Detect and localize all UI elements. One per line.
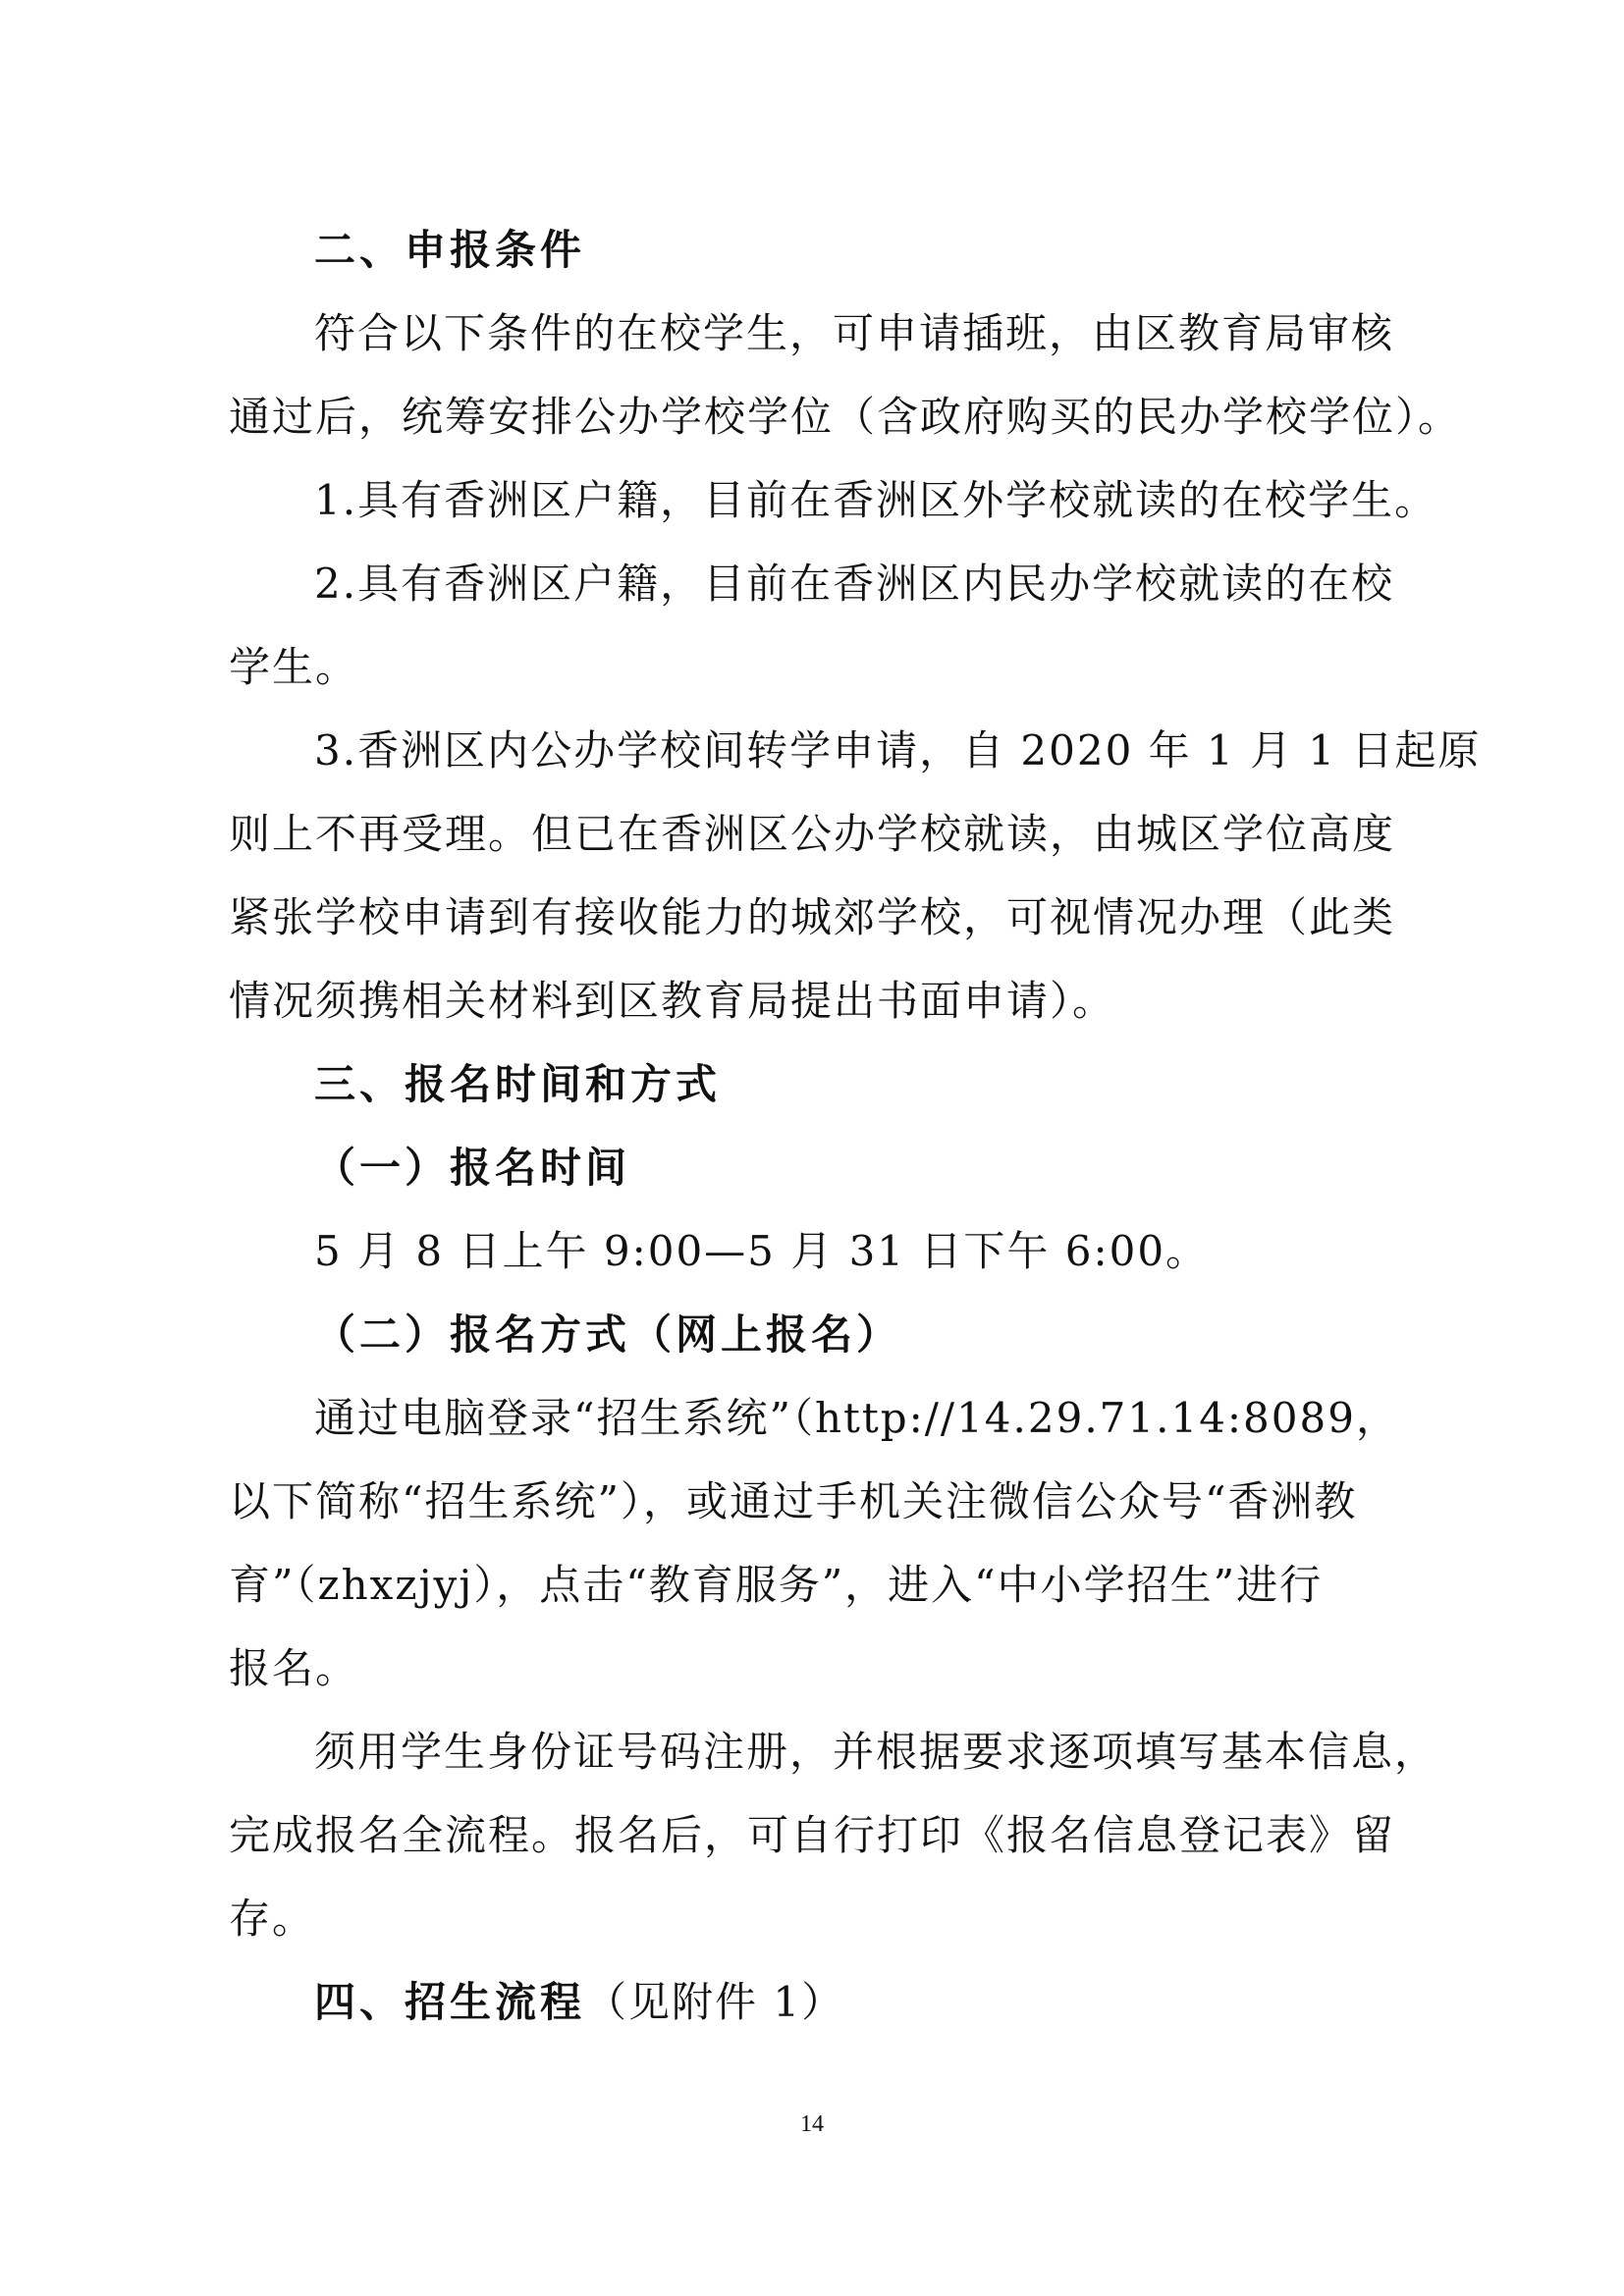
registration-method-para-1-line-2: 以下简称“招生系统”），或通过手机关注微信公众号“香洲教 xyxy=(229,1477,1358,1525)
section-4-note: （见附件 1） xyxy=(585,1978,845,2026)
registration-time-heading: （一）报名时间 xyxy=(314,1144,631,1192)
registration-method-para-2-line-3: 存。 xyxy=(229,1895,316,1943)
condition-item-1: 1.具有香洲区户籍，目前在香洲区外学校就读的在校学生。 xyxy=(314,476,1438,524)
registration-method-para-1-line-1: 通过电脑登录“招生系统”（http://14.29.71.14:8089， xyxy=(314,1394,1399,1442)
section-2-intro-line-1: 符合以下条件的在校学生，可申请插班，由区教育局审核 xyxy=(314,309,1395,357)
condition-item-2-line-2: 学生。 xyxy=(229,643,359,691)
registration-method-para-1-line-4: 报名。 xyxy=(229,1644,359,1692)
registration-method-para-2-line-1: 须用学生身份证号码注册，并根据要求逐项填写基本信息， xyxy=(314,1728,1438,1776)
registration-time-text: 5 月 8 日上午 9:00—5 月 31 日下午 6:00。 xyxy=(314,1227,1210,1275)
section-2-intro-line-2: 通过后，统筹安排公办学校学位（含政府购买的民办学校学位）。 xyxy=(229,393,1462,441)
condition-item-3-line-4: 情况须携相关材料到区教育局提出书面申请）。 xyxy=(229,977,1116,1025)
registration-method-para-2-line-2: 完成报名全流程。报名后，可自行打印《报名信息登记表》留 xyxy=(229,1811,1396,1859)
condition-item-3-line-3: 紧张学校申请到有接收能力的城郊学校，可视情况办理（此类 xyxy=(229,893,1396,941)
section-4-heading-line xyxy=(314,1973,1492,2032)
section-4-heading: 四、招生流程 xyxy=(314,1978,586,2026)
page-number: 14 xyxy=(800,2111,824,2137)
condition-item-2-line-1: 2.具有香洲区户籍，目前在香洲区内民办学校就读的在校 xyxy=(314,560,1395,608)
registration-method-heading: （二）报名方式（网上报名） xyxy=(314,1310,902,1359)
section-2-heading: 二、申报条件 xyxy=(314,226,586,274)
condition-item-3-line-1: 3.香洲区内公办学校间转学申请，自 2020 年 1 月 1 日起原 xyxy=(314,726,1482,774)
section-3-heading: 三、报名时间和方式 xyxy=(314,1060,722,1108)
condition-item-3-line-2: 则上不再受理。但已在香洲区公办学校就读，由城区学位高度 xyxy=(229,810,1396,858)
registration-method-para-1-line-3: 育”（zhxzjyj），点击“教育服务”，进入“中小学招生”进行 xyxy=(229,1561,1324,1609)
